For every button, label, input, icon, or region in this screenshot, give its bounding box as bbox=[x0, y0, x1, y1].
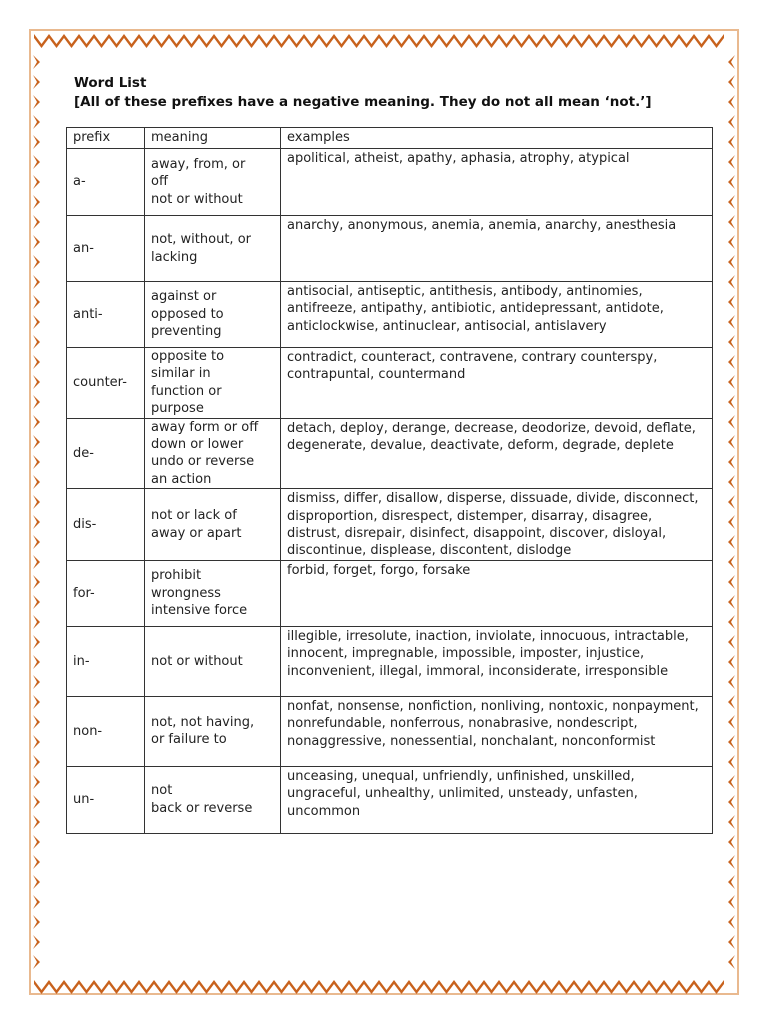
border-diamond bbox=[33, 175, 40, 189]
border-chevron bbox=[664, 34, 679, 48]
table-row bbox=[67, 418, 713, 489]
border-chevron bbox=[289, 34, 304, 48]
border-diamond bbox=[33, 335, 40, 349]
examples-cell: antisocial, antiseptic, antithesis, antibody, antinomies, antifreeze, antipathy, antibiotic, antidepressant, antidote, anticlockwise, antinuclear, antisocial, antislavery bbox=[281, 282, 713, 348]
border-diamond bbox=[728, 375, 735, 389]
border-diamond bbox=[33, 115, 40, 129]
border-chevron bbox=[529, 34, 544, 48]
border-chevron bbox=[79, 34, 94, 48]
border-diamond bbox=[728, 95, 735, 109]
border-diamond bbox=[33, 55, 40, 69]
border-diamond bbox=[33, 495, 40, 509]
border-chevron bbox=[49, 34, 64, 48]
border-diamond bbox=[33, 575, 40, 589]
border-chevron bbox=[139, 34, 154, 48]
border-chevron bbox=[484, 34, 499, 48]
border-chevron bbox=[214, 34, 229, 48]
border-diamond bbox=[33, 415, 40, 429]
meaning-cell: away form or off down or lower undo or reverse an action bbox=[145, 418, 281, 489]
border-chevron bbox=[604, 34, 619, 48]
border-chevron bbox=[589, 34, 604, 48]
border-chevron bbox=[154, 34, 169, 48]
border-chevron bbox=[649, 34, 664, 48]
meaning-cell: not or lack of away or apart bbox=[145, 489, 281, 561]
border-chevron bbox=[424, 980, 439, 994]
page-subtitle: [All of these prefixes have a negative meaning. They do not all mean ‘not.’] bbox=[74, 94, 652, 110]
border-diamond bbox=[728, 595, 735, 609]
border-diamond bbox=[33, 715, 40, 729]
border-chevron bbox=[439, 34, 454, 48]
border-diamond bbox=[33, 375, 40, 389]
meaning-cell: against or opposed to preventing bbox=[145, 282, 281, 348]
border-chevron bbox=[469, 34, 484, 48]
border-chevron bbox=[634, 34, 649, 48]
border-diamond bbox=[728, 795, 735, 809]
meaning-cell: opposite to similar in function or purpose bbox=[145, 348, 281, 419]
border-diamond bbox=[728, 915, 735, 929]
table-row bbox=[67, 348, 713, 419]
border-diamond bbox=[33, 95, 40, 109]
border-diamond bbox=[728, 895, 735, 909]
border-chevron bbox=[64, 34, 79, 48]
border-diamond bbox=[728, 275, 735, 289]
border-diamond bbox=[728, 875, 735, 889]
border-diamond bbox=[728, 815, 735, 829]
border-diamond bbox=[728, 255, 735, 269]
border-chevron bbox=[94, 34, 109, 48]
border-chevron bbox=[49, 980, 64, 994]
border-diamond bbox=[33, 815, 40, 829]
examples-cell: forbid, forget, forgo, forsake bbox=[281, 560, 713, 626]
border-chevron bbox=[244, 34, 259, 48]
border-diamond bbox=[728, 175, 735, 189]
meaning-cell: not back or reverse bbox=[145, 766, 281, 833]
border-chevron bbox=[229, 980, 244, 994]
border-chevron bbox=[169, 980, 184, 994]
border-chevron bbox=[334, 34, 349, 48]
border-diamond bbox=[728, 515, 735, 529]
border-chevron bbox=[694, 980, 709, 994]
border-chevron bbox=[664, 980, 679, 994]
border-chevron bbox=[139, 980, 154, 994]
border-chevron bbox=[709, 34, 724, 48]
border-chevron bbox=[529, 980, 544, 994]
meaning-cell: away, from, or off not or without bbox=[145, 149, 281, 216]
border-diamond bbox=[728, 155, 735, 169]
examples-cell: apolitical, atheist, apathy, aphasia, atrophy, atypical bbox=[281, 149, 713, 216]
prefix-cell: an- bbox=[67, 216, 145, 282]
border-chevron bbox=[634, 980, 649, 994]
border-chevron bbox=[259, 980, 274, 994]
border-chevron bbox=[454, 980, 469, 994]
border-chevron bbox=[229, 34, 244, 48]
border-diamond bbox=[728, 855, 735, 869]
border-chevron bbox=[199, 980, 214, 994]
border-diamond bbox=[728, 535, 735, 549]
prefix-cell: anti- bbox=[67, 282, 145, 348]
table-row bbox=[67, 626, 713, 696]
border-chevron bbox=[559, 980, 574, 994]
border-diamond bbox=[728, 715, 735, 729]
border-chevron bbox=[409, 980, 424, 994]
border-chevron bbox=[199, 34, 214, 48]
border-diamond bbox=[33, 875, 40, 889]
border-diamond bbox=[728, 115, 735, 129]
border-diamond bbox=[33, 855, 40, 869]
border-chevron bbox=[79, 980, 94, 994]
border-diamond bbox=[728, 235, 735, 249]
border-chevron bbox=[94, 980, 109, 994]
border-chevron bbox=[679, 980, 694, 994]
border-left-diamonds bbox=[33, 55, 40, 969]
border-chevron bbox=[34, 980, 49, 994]
border-chevron bbox=[154, 980, 169, 994]
table-row bbox=[67, 282, 713, 348]
border-chevron bbox=[514, 980, 529, 994]
border-diamond bbox=[728, 615, 735, 629]
border-chevron bbox=[349, 980, 364, 994]
border-diamond bbox=[33, 735, 40, 749]
border-diamond bbox=[728, 75, 735, 89]
border-diamond bbox=[33, 675, 40, 689]
border-chevron bbox=[304, 34, 319, 48]
border-diamond bbox=[728, 735, 735, 749]
border-diamond bbox=[728, 135, 735, 149]
table-header-row bbox=[67, 128, 713, 149]
border-diamond bbox=[33, 355, 40, 369]
border-diamond bbox=[728, 215, 735, 229]
border-diamond bbox=[33, 615, 40, 629]
border-diamond bbox=[33, 795, 40, 809]
border-diamond bbox=[33, 635, 40, 649]
table-row bbox=[67, 766, 713, 833]
border-diamond bbox=[33, 155, 40, 169]
meaning-cell: not or without bbox=[145, 626, 281, 696]
prefix-cell: a- bbox=[67, 149, 145, 216]
border-diamond bbox=[33, 435, 40, 449]
border-chevron bbox=[484, 980, 499, 994]
border-diamond bbox=[728, 475, 735, 489]
border-diamond bbox=[33, 775, 40, 789]
border-chevron bbox=[379, 980, 394, 994]
border-right-diamonds bbox=[728, 55, 735, 969]
prefix-cell: non- bbox=[67, 696, 145, 766]
border-chevron bbox=[424, 34, 439, 48]
table-row bbox=[67, 696, 713, 766]
border-chevron bbox=[184, 980, 199, 994]
meaning-cell: not, not having, or failure to bbox=[145, 696, 281, 766]
border-diamond bbox=[728, 675, 735, 689]
border-diamond bbox=[728, 835, 735, 849]
border-chevron bbox=[274, 980, 289, 994]
border-chevron bbox=[454, 34, 469, 48]
table-row bbox=[67, 216, 713, 282]
border-diamond bbox=[33, 315, 40, 329]
border-chevron bbox=[574, 34, 589, 48]
border-diamond bbox=[728, 395, 735, 409]
border-chevron bbox=[469, 980, 484, 994]
border-chevron bbox=[304, 980, 319, 994]
border-chevron bbox=[259, 34, 274, 48]
title-block bbox=[74, 74, 714, 112]
border-chevron bbox=[589, 980, 604, 994]
border-diamond bbox=[33, 695, 40, 709]
border-chevron bbox=[319, 34, 334, 48]
page-title: Word List bbox=[74, 75, 147, 91]
border-chevron bbox=[244, 980, 259, 994]
border-chevron bbox=[649, 980, 664, 994]
border-diamond bbox=[728, 455, 735, 469]
border-chevron bbox=[364, 980, 379, 994]
border-chevron bbox=[169, 34, 184, 48]
border-diamond bbox=[33, 195, 40, 209]
border-diamond bbox=[728, 335, 735, 349]
border-diamond bbox=[33, 215, 40, 229]
border-chevron bbox=[574, 980, 589, 994]
border-diamond bbox=[33, 655, 40, 669]
meaning-cell: not, without, or lacking bbox=[145, 216, 281, 282]
border-chevron bbox=[394, 980, 409, 994]
examples-cell: contradict, counteract, contravene, contrary counterspy, contrapuntal, countermand bbox=[281, 348, 713, 419]
border-diamond bbox=[33, 475, 40, 489]
border-diamond bbox=[33, 755, 40, 769]
border-diamond bbox=[728, 415, 735, 429]
border-chevron bbox=[64, 980, 79, 994]
border-diamond bbox=[728, 555, 735, 569]
border-chevron bbox=[559, 34, 574, 48]
border-chevron bbox=[409, 34, 424, 48]
border-diamond bbox=[33, 395, 40, 409]
header-examples: examples bbox=[281, 128, 713, 149]
table-row bbox=[67, 489, 713, 561]
prefix-cell: de- bbox=[67, 418, 145, 489]
table-row bbox=[67, 149, 713, 216]
border-chevron bbox=[184, 34, 199, 48]
border-diamond bbox=[33, 835, 40, 849]
border-chevron bbox=[679, 34, 694, 48]
border-chevron bbox=[289, 980, 304, 994]
border-chevron bbox=[109, 34, 124, 48]
border-diamond bbox=[33, 515, 40, 529]
border-chevron bbox=[274, 34, 289, 48]
border-diamond bbox=[33, 535, 40, 549]
header-meaning: meaning bbox=[145, 128, 281, 149]
border-chevron bbox=[499, 980, 514, 994]
border-top-chevrons bbox=[34, 34, 724, 48]
prefix-cell: for- bbox=[67, 560, 145, 626]
border-diamond bbox=[728, 635, 735, 649]
border-chevron bbox=[604, 980, 619, 994]
examples-cell: detach, deploy, derange, decrease, deodorize, devoid, deflate, degenerate, devalue, deactivate, deform, degrade, deplete bbox=[281, 418, 713, 489]
border-chevron bbox=[439, 980, 454, 994]
border-diamond bbox=[728, 755, 735, 769]
border-chevron bbox=[514, 34, 529, 48]
border-diamond bbox=[728, 315, 735, 329]
border-chevron bbox=[709, 980, 724, 994]
border-chevron bbox=[124, 34, 139, 48]
header-prefix: prefix bbox=[67, 128, 145, 149]
border-diamond bbox=[33, 255, 40, 269]
border-diamond bbox=[33, 935, 40, 949]
border-diamond bbox=[33, 135, 40, 149]
examples-cell: nonfat, nonsense, nonfiction, nonliving, nontoxic, nonpayment, nonrefundable, nonferrous, nonabrasive, nondescript, nonaggressive, nonessential, nonchalant, nonconformist bbox=[281, 696, 713, 766]
border-chevron bbox=[499, 34, 514, 48]
border-chevron bbox=[349, 34, 364, 48]
border-diamond bbox=[728, 935, 735, 949]
border-chevron bbox=[619, 980, 634, 994]
border-chevron bbox=[544, 980, 559, 994]
border-diamond bbox=[33, 455, 40, 469]
border-diamond bbox=[33, 235, 40, 249]
border-chevron bbox=[394, 34, 409, 48]
border-diamond bbox=[33, 295, 40, 309]
prefix-cell: un- bbox=[67, 766, 145, 833]
border-diamond bbox=[728, 295, 735, 309]
border-diamond bbox=[33, 895, 40, 909]
border-diamond bbox=[728, 495, 735, 509]
border-chevron bbox=[544, 34, 559, 48]
border-chevron bbox=[379, 34, 394, 48]
border-diamond bbox=[33, 275, 40, 289]
border-chevron bbox=[109, 980, 124, 994]
border-diamond bbox=[728, 655, 735, 669]
prefix-cell: counter- bbox=[67, 348, 145, 419]
border-chevron bbox=[334, 980, 349, 994]
examples-cell: anarchy, anonymous, anemia, anemia, anarchy, anesthesia bbox=[281, 216, 713, 282]
border-chevron bbox=[124, 980, 139, 994]
border-chevron bbox=[619, 34, 634, 48]
border-diamond bbox=[728, 955, 735, 969]
examples-cell: dismiss, differ, disallow, disperse, dissuade, divide, disconnect, disproportion, disrespect, distemper, disarray, disagree, distrust, disrepair, disinfect, disappoint, discover, disloyal, discontinue, displease, discontent, dislodge bbox=[281, 489, 713, 561]
border-diamond bbox=[33, 915, 40, 929]
word-list-table bbox=[66, 127, 713, 834]
meaning-cell: prohibit wrongness intensive force bbox=[145, 560, 281, 626]
border-chevron bbox=[694, 34, 709, 48]
border-chevron bbox=[214, 980, 229, 994]
prefix-cell: in- bbox=[67, 626, 145, 696]
border-diamond bbox=[728, 695, 735, 709]
border-diamond bbox=[728, 55, 735, 69]
border-diamond bbox=[728, 195, 735, 209]
border-diamond bbox=[728, 435, 735, 449]
border-diamond bbox=[33, 595, 40, 609]
examples-cell: illegible, irresolute, inaction, inviolate, innocuous, intractable, innocent, impregnable, impossible, imposter, injustice, inconvenient, illegal, immoral, inconsiderate, irresponsible bbox=[281, 626, 713, 696]
border-diamond bbox=[728, 575, 735, 589]
border-diamond bbox=[33, 955, 40, 969]
border-bottom-chevrons bbox=[34, 980, 724, 994]
border-diamond bbox=[728, 355, 735, 369]
table-row bbox=[67, 560, 713, 626]
border-diamond bbox=[33, 555, 40, 569]
border-chevron bbox=[319, 980, 334, 994]
border-diamond bbox=[728, 775, 735, 789]
prefix-cell: dis- bbox=[67, 489, 145, 561]
examples-cell: unceasing, unequal, unfriendly, unfinished, unskilled, ungraceful, unhealthy, unlimited, unsteady, unfasten, uncommon bbox=[281, 766, 713, 833]
border-diamond bbox=[33, 75, 40, 89]
border-chevron bbox=[34, 34, 49, 48]
border-chevron bbox=[364, 34, 379, 48]
